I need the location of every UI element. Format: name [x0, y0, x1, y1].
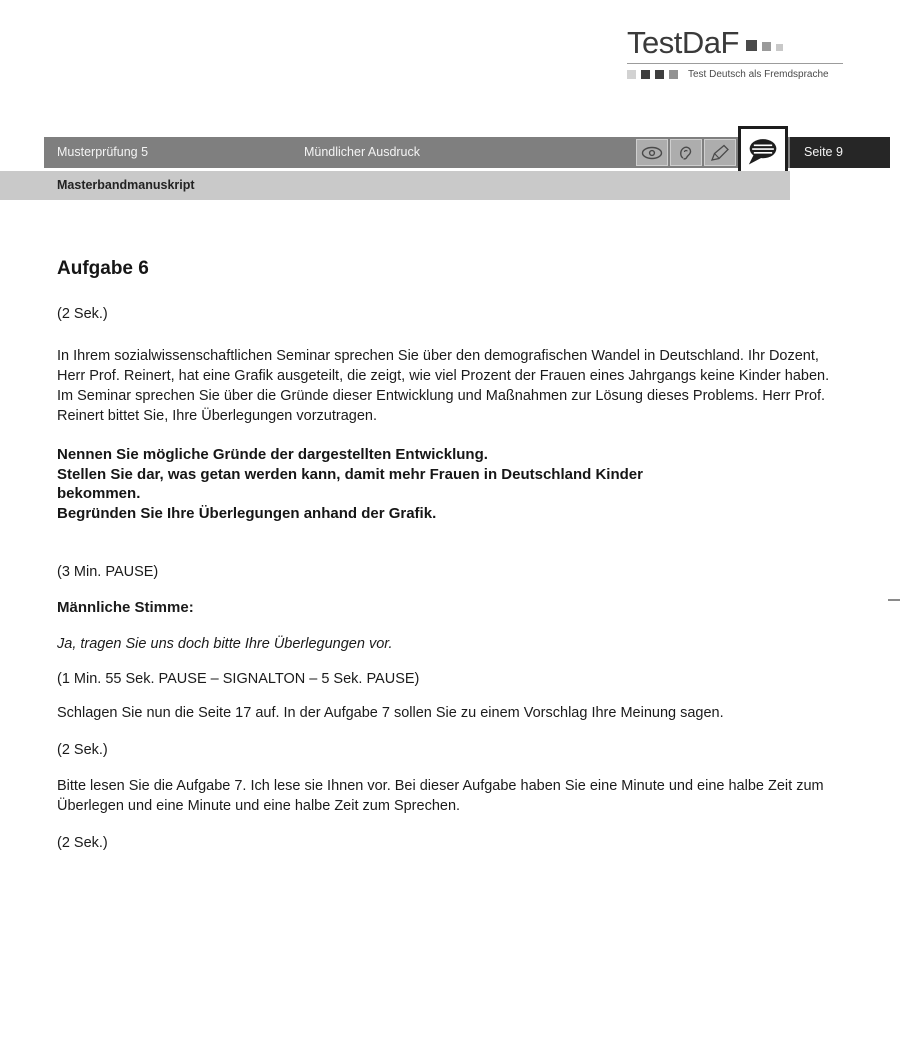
logo-square-icon [627, 70, 636, 79]
pause-note: (1 Min. 55 Sek. PAUSE – SIGNALTON – 5 Sek. PAUSE) [57, 671, 420, 687]
task-title: Aufgabe 6 [57, 258, 149, 279]
manuscript-content [57, 258, 849, 851]
task-instructions [57, 445, 709, 523]
pause-note: (2 Sek.) [57, 835, 108, 851]
reading-section-badge [636, 139, 668, 166]
logo-square-icon [762, 42, 771, 51]
task-instruction-line: Begründen Sie Ihre Überlegungen anhand der Grafik. [57, 504, 437, 522]
logo-square-icon [746, 40, 757, 51]
writing-section-badge [704, 139, 736, 166]
eye-icon [640, 143, 664, 163]
pause-note: (2 Sek.) [57, 742, 108, 758]
exam-label: Musterprüfung 5 [57, 145, 149, 159]
speaker-label: Männliche Stimme: [57, 599, 194, 616]
pause-note: (2 Sek.) [57, 306, 108, 322]
logo-divider [627, 63, 843, 64]
manuscript-label: Masterbandmanuskript [57, 178, 195, 192]
pause-note: (3 Min. PAUSE) [57, 564, 159, 580]
fold-mark [888, 599, 900, 601]
speech-bubble-icon [743, 132, 783, 172]
task-instruction-line: Stellen Sie dar, was getan werden kann, damit mehr Frauen in Deutschland Kinder bekommen. [57, 465, 643, 502]
logo-square-icon [776, 44, 783, 51]
logo-square-icon [641, 70, 650, 79]
logo-brand-row [627, 26, 843, 60]
task-instruction-line: Nennen Sie mögliche Gründe der dargestellten Entwicklung. [57, 446, 488, 463]
header-bar [44, 137, 890, 168]
spoken-line: Ja, tragen Sie uns doch bitte Ihre Überlegungen vor. [57, 636, 393, 652]
logo-brand-text: TestDaF [627, 25, 739, 60]
ear-icon [674, 143, 698, 163]
pencil-icon [708, 143, 732, 163]
sub-header-bar [0, 171, 790, 200]
logo-square-icon [669, 70, 678, 79]
intro-paragraph: In Ihrem sozialwissenschaftlichen Seminar sprechen Sie über den demografischen Wandel in Deutschland. Ihr Dozent, Herr Prof. Reinert, hat eine Grafik ausgeteilt, die zeigt, wie viel Prozent der Frauen eines Jahrgangs keine Kinder haben. Im Seminar sprechen Sie über die Gründe dieser Entwicklung und Maßnahmen zur Lösung dieses Problems. Herr Prof. Reinert bittet Sie, Ihre Überlegungen vorzutragen. [57, 348, 830, 424]
logo-subtitle-text: Test Deutsch als Fremdsprache [688, 69, 829, 80]
page-number-badge: Seite 9 [790, 137, 890, 168]
logo-square-icon [655, 70, 664, 79]
instruction-paragraph: Bitte lesen Sie die Aufgabe 7. Ich lese sie Ihnen vor. Bei dieser Aufgabe haben Sie eine Minute und eine halbe Zeit zum Überlegen und eine Minute und eine halbe Zeit zum Sprechen. [57, 778, 824, 814]
section-label: Mündlicher Ausdruck [303, 145, 421, 159]
listening-section-badge [670, 139, 702, 166]
logo-subtitle-row [627, 69, 843, 80]
instruction-paragraph: Schlagen Sie nun die Seite 17 auf. In der Aufgabe 7 sollen Sie zu einem Vorschlag Ihre Meinung sagen. [57, 705, 724, 721]
testdaf-logo [627, 26, 843, 80]
